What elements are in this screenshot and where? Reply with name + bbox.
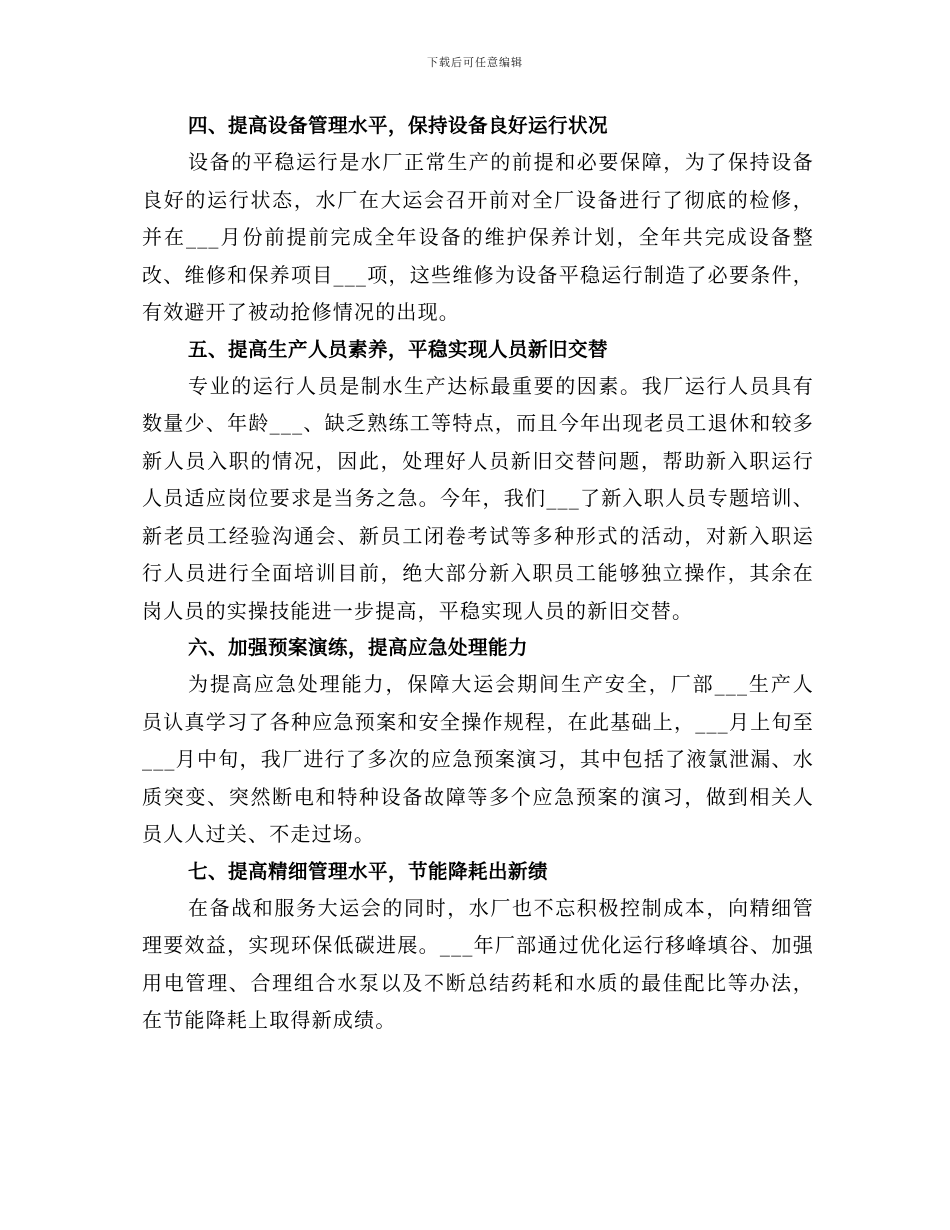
page-header: 下载后可任意编辑	[427, 56, 523, 69]
section-5	[142, 332, 814, 631]
section-heading: 七、提高精细管理水平，节能降耗出新绩	[188, 859, 549, 883]
section-paragraph: 为提高应急处理能力，保障大运会期间生产安全，厂部___生产人员认真学习了各种应急预案和安全操作规程，在此基础上，___月上旬至___月中旬，我厂进行了多次的应急预案演习，其中包括了液氯泄漏、水质突变、突然断电和特种设备故障等多个应急预案的演习，做到相关人员人人过关、不走过场。	[142, 672, 814, 846]
section-heading: 六、加强预案演练，提高应急处理能力	[188, 636, 529, 659]
section-paragraph: 在备战和服务大运会的同时，水厂也不忘积极控制成本，向精细管理要效益，实现环保低碳进展。___年厂部通过优化运行移峰填谷、加强用电管理、合理组合水泵以及不断总结药耗和水质的最佳配比等办法，在节能降耗上取得新成绩。	[142, 895, 814, 1032]
section-paragraph: 专业的运行人员是制水生产达标最重要的因素。我厂运行人员具有数量少、年龄___、缺乏熟练工等特点，而且今年出现老员工退休和较多新人员入职的情况，因此，处理好人员新旧交替问题，帮助新入职运行人员适应岗位要求是当务之急。今年，我们___了新入职人员专题培训、新老员工经验沟通会、新员工闭卷考试等多种形式的活动，对新入职运行人员进行全面培训目前，绝大部分新入职员工能够独立操作，其余在岗人员的实操技能进一步提高，平稳实现人员的新旧交替。	[142, 373, 814, 623]
section-6	[142, 630, 814, 854]
section-4	[142, 108, 814, 332]
document-body	[142, 108, 814, 1040]
section-7	[142, 854, 814, 1040]
section-paragraph: 设备的平稳运行是水厂正常生产的前提和必要保障，为了保持设备良好的运行状态，水厂在大运会召开前对全厂设备进行了彻底的检修，并在___月份前提前完成全年设备的维护保养计划，全年共完成设备整改、维修和保养项目___项，这些维修为设备平稳运行制造了必要条件，有效避开了被动抢修情况的出现。	[142, 150, 814, 324]
section-heading: 五、提高生产人员素养，平稳实现人员新旧交替	[188, 337, 609, 361]
section-heading: 四、提高设备管理水平，保持设备良好运行状况	[188, 114, 609, 137]
